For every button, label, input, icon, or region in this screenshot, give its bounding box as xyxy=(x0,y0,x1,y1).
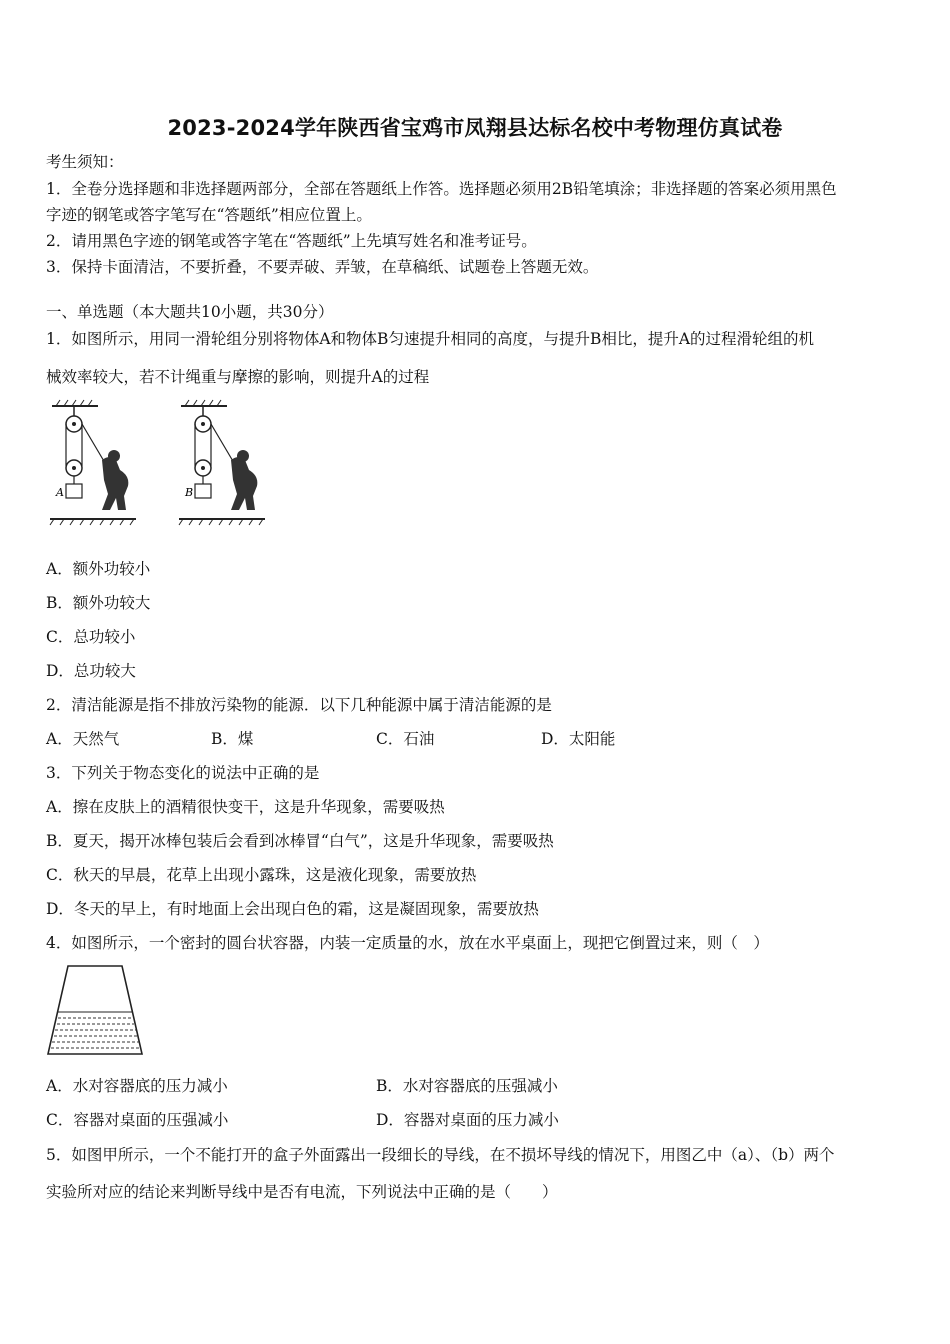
question-1-stem: 1．如图所示，用同一滑轮组分别将物体A和物体B匀速提升相同的高度，与提升B相比，提升A的过程滑轮组的机 xyxy=(46,330,815,348)
frustum-container-figure xyxy=(44,962,146,1058)
notice-heading: 考生须知： xyxy=(46,153,124,171)
question-1-option-a[interactable]: A．额外功较小 xyxy=(46,560,151,578)
notice-item: 字迹的钢笔或答字笔写在“答题纸”相应位置上。 xyxy=(46,206,372,224)
question-5-stem-cont: 实验所对应的结论来判断导线中是否有电流，下列说法中正确的是（ ） xyxy=(46,1183,558,1201)
notice-item: 2．请用黑色字迹的钢笔或答字笔在“答题纸”上先填写姓名和准考证号。 xyxy=(46,232,537,250)
question-3-option-d[interactable]: D．冬天的早上，有时地面上会出现白色的霜，这是凝固现象，需要放热 xyxy=(46,900,539,918)
question-1-option-c[interactable]: C．总功较小 xyxy=(46,628,136,646)
question-1-option-d[interactable]: D．总功较大 xyxy=(46,662,136,680)
page-title: 2023-2024学年陕西省宝鸡市凤翔县达标名校中考物理仿真试卷 xyxy=(167,116,783,140)
notice-item: 1．全卷分选择题和非选择题两部分，全部在答题纸上作答。选择题必须用2B铅笔填涂；非选择题的答案必须用黑色 xyxy=(46,180,837,198)
notice-item: 3．保持卡面清洁，不要折叠，不要弄破、弄皱，在草稿纸、试题卷上答题无效。 xyxy=(46,258,599,276)
question-3-option-b[interactable]: B．夏天，揭开冰棒包装后会看到冰棒冒“白气”，这是升华现象，需要吸热 xyxy=(46,832,554,850)
question-3-stem: 3．下列关于物态变化的说法中正确的是 xyxy=(46,764,320,782)
question-3-option-c[interactable]: C．秋天的早晨，花草上出现小露珠，这是液化现象，需要放热 xyxy=(46,866,477,884)
pulley-figure-a xyxy=(46,398,146,526)
question-4-stem: 4．如图所示，一个密封的圆台状容器，内装一定质量的水，放在水平桌面上，现把它倒置过来，则（ ） xyxy=(46,934,769,952)
question-2-option-a[interactable]: A．天然气 xyxy=(46,730,120,748)
question-4-option-c[interactable]: C．容器对桌面的压强减小 xyxy=(46,1111,229,1129)
question-2-option-d[interactable]: D．太阳能 xyxy=(541,730,616,748)
question-4-option-a[interactable]: A．水对容器底的压力减小 xyxy=(46,1077,228,1095)
question-1-stem-cont: 械效率较大，若不计绳重与摩擦的影响，则提升A的过程 xyxy=(46,368,430,386)
figure-label-b: B xyxy=(185,486,194,499)
question-1-option-b[interactable]: B．额外功较大 xyxy=(46,594,151,612)
question-5-stem: 5．如图甲所示，一个不能打开的盒子外面露出一段细长的导线，在不损坏导线的情况下，用图乙中（a）、（b）两个 xyxy=(46,1146,835,1164)
question-4-option-d[interactable]: D．容器对桌面的压力减小 xyxy=(376,1111,559,1129)
question-4-option-b[interactable]: B．水对容器底的压强减小 xyxy=(376,1077,558,1095)
pulley-figure-b xyxy=(175,398,275,526)
question-2-stem: 2．清洁能源是指不排放污染物的能源．以下几种能源中属于清洁能源的是 xyxy=(46,696,552,714)
question-3-option-a[interactable]: A．擦在皮肤上的酒精很快变干，这是升华现象，需要吸热 xyxy=(46,798,445,816)
figure-label-a: A xyxy=(56,486,64,499)
section-heading: 一、单选题（本大题共10小题，共30分） xyxy=(46,303,334,321)
question-2-option-c[interactable]: C．石油 xyxy=(376,730,435,748)
question-2-option-b[interactable]: B．煤 xyxy=(211,730,254,748)
